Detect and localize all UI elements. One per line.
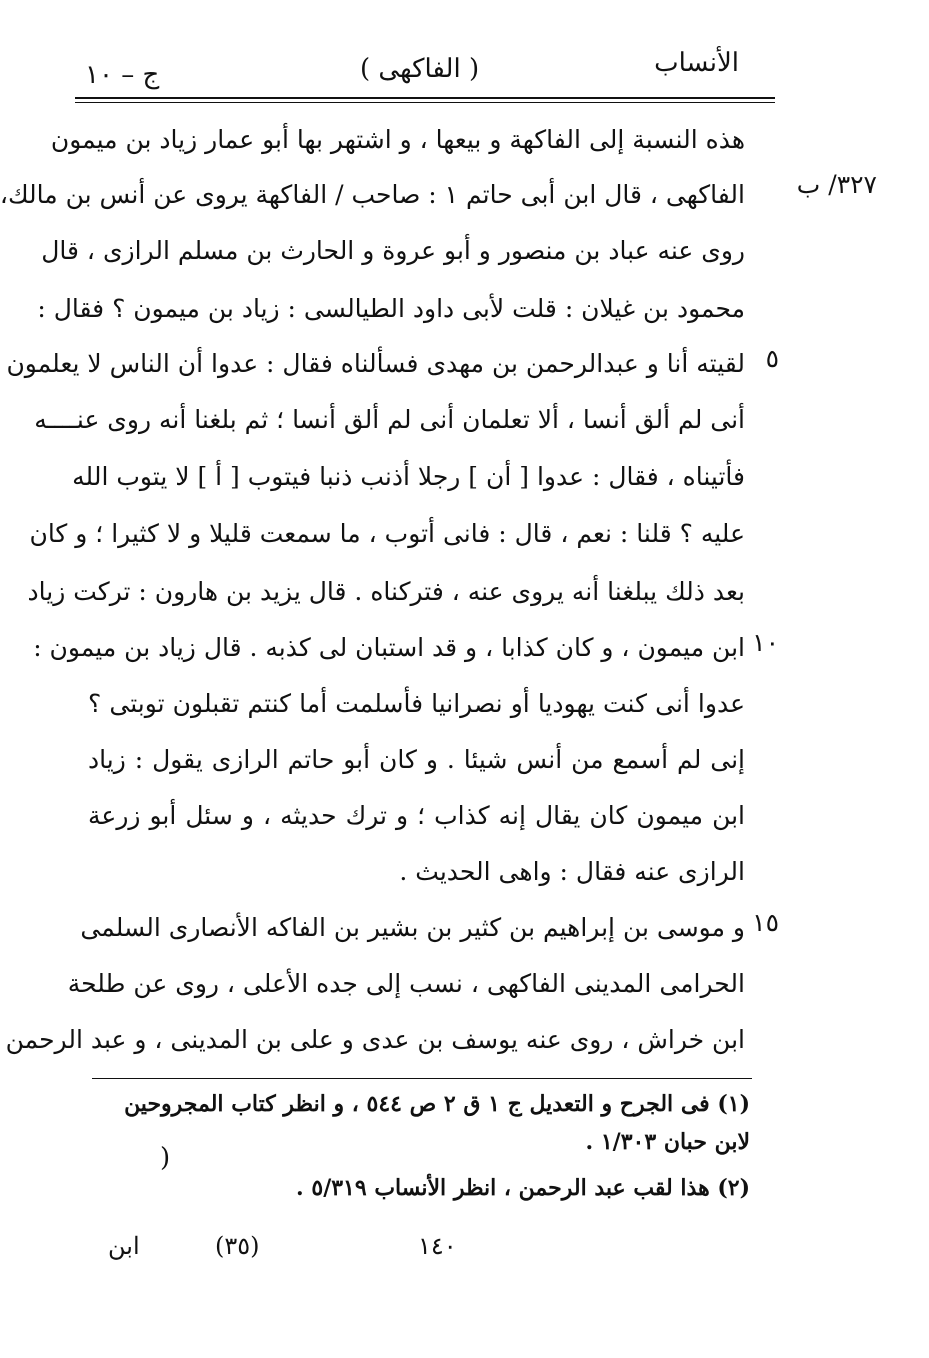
text-line: محمود بن غيلان : قلت لأبى داود الطيالسى : زياد بن ميمون ؟ فقال : xyxy=(37,294,745,323)
page-number: ١٤٠ xyxy=(418,1232,457,1260)
signature-mark: (٣٥) xyxy=(215,1232,260,1260)
text-line: فأتيناه ، فقال : عدوا [ أن ] رجلا أذنب ذنبا فيتوب [ أ ] لا يتوب الله xyxy=(72,462,745,491)
footnote-2: (٢) هذا لقب عبد الرحمن ، انظر الأنساب ٥/٣١٩ . xyxy=(296,1175,750,1201)
footnote-1-continuation: لابن حبان ١/٣٠٣ . xyxy=(585,1129,750,1155)
text-line: روى عنه عباد بن منصور و أبو عروة و الحارث بن مسلم الرازى ، قال xyxy=(41,236,745,265)
footnote-rule xyxy=(92,1078,752,1079)
handwritten-mark: ) xyxy=(160,1143,171,1173)
text-line: و موسى بن إبراهيم بن كثير بن بشير بن الفاكه الأنصارى السلمى xyxy=(80,913,745,942)
text-line: ابن ميمون كان يقال إنه كذاب ؛ و ترك حديثه ، و سئل أبو زرعة xyxy=(88,801,745,830)
folio-marker: ٣٢٧/ ب xyxy=(796,170,877,199)
header-rule xyxy=(75,97,775,99)
text-line: ابن ميمون ، و كان كذابا ، و قد استبان لى كذبه . قال زياد بن ميمون : xyxy=(33,633,745,662)
text-line: ابن خراش ، روى عنه يوسف بن عدى و على بن المدينى ، و عبد الرحمن xyxy=(5,1025,745,1054)
running-head-volume: ج – ١٠ xyxy=(85,60,160,90)
header-rule-thin xyxy=(75,102,775,103)
line-number-10: ١٠ xyxy=(752,628,779,657)
text-line: الرازى عنه فقال : واهى الحديث . xyxy=(399,857,745,886)
text-line: عدوا أنى كنت يهوديا أو نصرانيا فأسلمت أما كنتم تقبلون توبتى ؟ xyxy=(88,689,745,718)
footnote-1: (١) فى الجرح و التعديل ج ١ ق ٢ ص ٥٤٤ ، و انظر كتاب المجروحين xyxy=(124,1091,750,1117)
text-line: بعد ذلك يبلغنا أنه يروى عنه ، فتركناه . قال يزيد بن هارون : تركت زياد xyxy=(27,577,745,606)
line-number-5: ٥ xyxy=(765,344,779,373)
text-line: عليه ؟ قلنا : نعم ، قال : فانى أتوب ، ما سمعت قليلا و لا كثيرا ؛ و كان xyxy=(29,519,745,548)
text-line: أنى لم ألق أنسا ، ألا تعلمان أنى لم ألق أنسا ؛ ثم بلغنا أنه روى عنــــه xyxy=(34,405,745,434)
text-line: الحرامى المدينى الفاكهى ، نسب إلى جده الأعلى ، روى عن طلحة xyxy=(67,969,745,998)
text-line: الفاكهى ، قال ابن أبى حاتم ١ : صاحب / الفاكهة يروى عن أنس بن مالك، xyxy=(0,180,745,209)
catchword: ابن xyxy=(108,1232,140,1260)
running-head-title: الأنساب xyxy=(654,48,739,78)
text-line: إنى لم أسمع من أنس شيئا . و كان أبو حاتم الرازى يقول : زياد xyxy=(88,745,745,774)
running-head-section: ( الفاكهى ) xyxy=(360,54,480,84)
line-number-15: ١٥ xyxy=(752,908,779,937)
text-line: لقيته أنا و عبدالرحمن بن مهدى فسألناه فقال : عدوا أن الناس لا يعلمون xyxy=(6,349,745,378)
text-line: هذه النسبة إلى الفاكهة و بيعها ، و اشتهر بها أبو عمار زياد بن ميمون xyxy=(50,125,745,154)
